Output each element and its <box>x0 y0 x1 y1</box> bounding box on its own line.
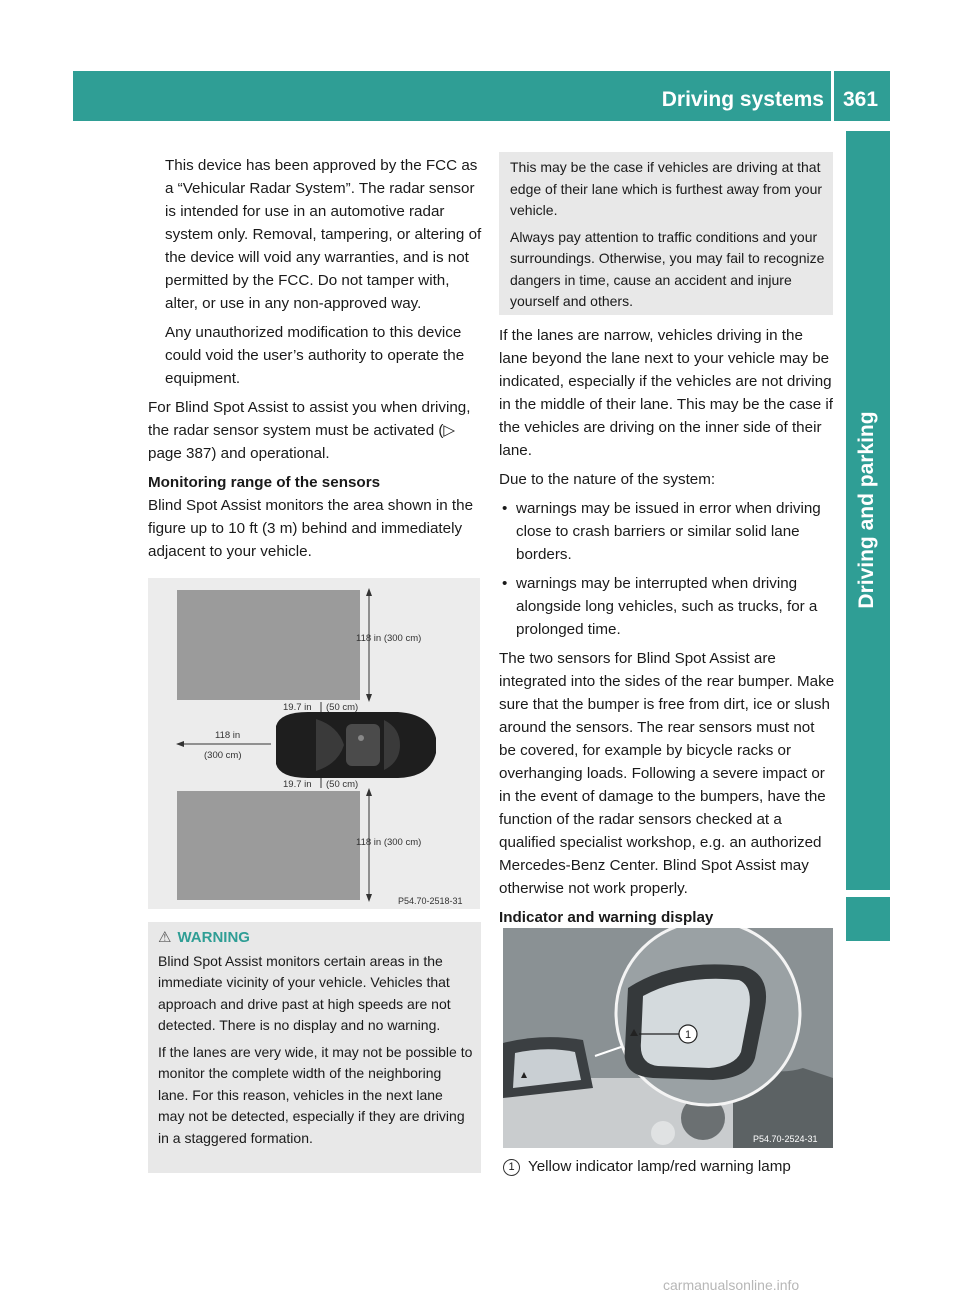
bullet-item: • warnings may be interrupted when driving alongside long vehicles, such as trucks, for a prolonged time. <box>502 575 818 638</box>
mirror-indicator-figure <box>503 928 833 1148</box>
note-paragraph-2: Always pay attention to traffic conditions and your surroundings. Otherwise, you may fail to recognize dangers in time, cause an accident and injure yourself and others. <box>510 228 825 309</box>
lower-monitoring-zone <box>177 791 360 900</box>
warning-box <box>148 922 481 1173</box>
upper-gap-label: 19.7 in <box>283 702 312 713</box>
sensors-paragraph: The two sensors for Blind Spot Assist are integrated into the sides of the rear bumper. Make sure that the bumper is free from dirt, ice or slush around the sensors. The rear sensors must not be covered, for example by bicycle racks or overhanging loads. Following a severe impact or in the event of damage to the bumpers, have the function of the radar sensors checked at a qualified specialist workshop, e.g. an authorized Mercedes-Benz Center. Blind Spot Assist may otherwise not work properly. <box>499 650 835 897</box>
upper-gap-cm-label: (50 cm) <box>326 702 359 713</box>
top-range-label: 118 in (300 cm) <box>356 633 422 644</box>
upper-range-arrowhead-bottom <box>366 694 372 702</box>
legend-number: 1 <box>503 1159 520 1176</box>
side-range-label: 118 in <box>215 730 241 741</box>
warning-triangle-icon: ⚠ <box>158 929 172 946</box>
indicator-heading: Indicator and warning display <box>499 909 714 926</box>
side-tab-marker <box>846 897 890 941</box>
nature-paragraph: Due to the nature of the system: <box>499 471 716 488</box>
header-divider <box>831 71 834 121</box>
lower-gap-label: 19.7 in <box>283 779 312 790</box>
side-tab-label: Driving and parking <box>855 411 878 609</box>
fcc-modification-paragraph: Any unauthorized modification to this device could void the user’s authority to operate the equipment. <box>165 324 465 387</box>
narrow-lanes-paragraph: If the lanes are narrow, vehicles driving in the lane beyond the lane next to your vehicle may be indicated, especially if the vehicles are not driving in the middle of their lane. This may be the case if the vehicles are driving on the inner side of their lane. <box>499 327 834 459</box>
right-column <box>499 324 835 929</box>
bullet-item: • warnings may be issued in error when driving close to crash barriers or similar solid lane borders. <box>502 500 821 563</box>
monitoring-range-diagram <box>148 578 480 909</box>
lower-range-arrowhead-bottom <box>366 894 372 902</box>
warning-paragraph-1: Blind Spot Assist monitors certain areas in the immediate vicinity of your vehicle. Vehicles that approach and drive past at high speeds are not detected. There is no display and no warning. <box>158 952 451 1033</box>
mirror-illustration <box>503 928 833 1148</box>
activation-paragraph: For Blind Spot Assist to assist you when driving, the radar sensor system must be activated (▷ page 387) and operational. <box>148 399 471 462</box>
chapter-title: Driving systems <box>661 88 824 111</box>
car-top-view <box>276 712 436 778</box>
monitoring-heading: Monitoring range of the sensors <box>148 474 381 491</box>
warning-title: WARNING <box>177 929 250 946</box>
bottom-range-label: 118 in (300 cm) <box>356 837 422 848</box>
side-range-cm-label: (300 cm) <box>204 750 242 761</box>
warning-continued-box <box>499 152 833 315</box>
upper-monitoring-zone <box>177 590 360 700</box>
legend-text: Yellow indicator lamp/red warning lamp <box>528 1158 791 1175</box>
lower-gap-cm-label: (50 cm) <box>326 779 359 790</box>
fcc-paragraph: This device has been approved by the FCC as a “Vehicular Radar System”. The radar sensor is intended for use in an automotive radar system only. Removal, tampering, or altering of the device will void any warranties, and is not permitted by the FCC. Do not tamper with, alter, or use in any non-approved way. <box>165 157 482 312</box>
note-paragraph-1: This may be the case if vehicles are driving at that edge of their lane which is furthest away from your vehicle. <box>510 159 823 218</box>
figure-code: P54.70-2518-31 <box>398 896 463 906</box>
lower-range-arrowhead-top <box>366 788 372 796</box>
callout-1: 1 <box>684 1029 692 1041</box>
monitoring-paragraph: Blind Spot Assist monitors the area shown in the figure up to 10 ft (3 m) behind and immediately adjacent to your vehicle. <box>148 497 474 560</box>
side-range-arrowhead <box>176 741 184 747</box>
page-number: 361 <box>843 88 879 111</box>
figure-code: P54.70-2524-31 <box>753 1134 818 1144</box>
warning-paragraph-2: If the lanes are very wide, it may not be possible to monitor the complete width of the neighboring lane. For this reason, vehicles in the next lane may not be detected, especially if they are driving in a staggered formation. <box>158 1043 473 1146</box>
upper-range-arrowhead-top <box>366 588 372 596</box>
figure-legend <box>503 1155 791 1178</box>
left-column <box>148 154 484 563</box>
watermark: carmanualsonline.info <box>663 1277 800 1293</box>
monitoring-range-figure <box>148 578 480 909</box>
warning-heading <box>158 927 473 949</box>
